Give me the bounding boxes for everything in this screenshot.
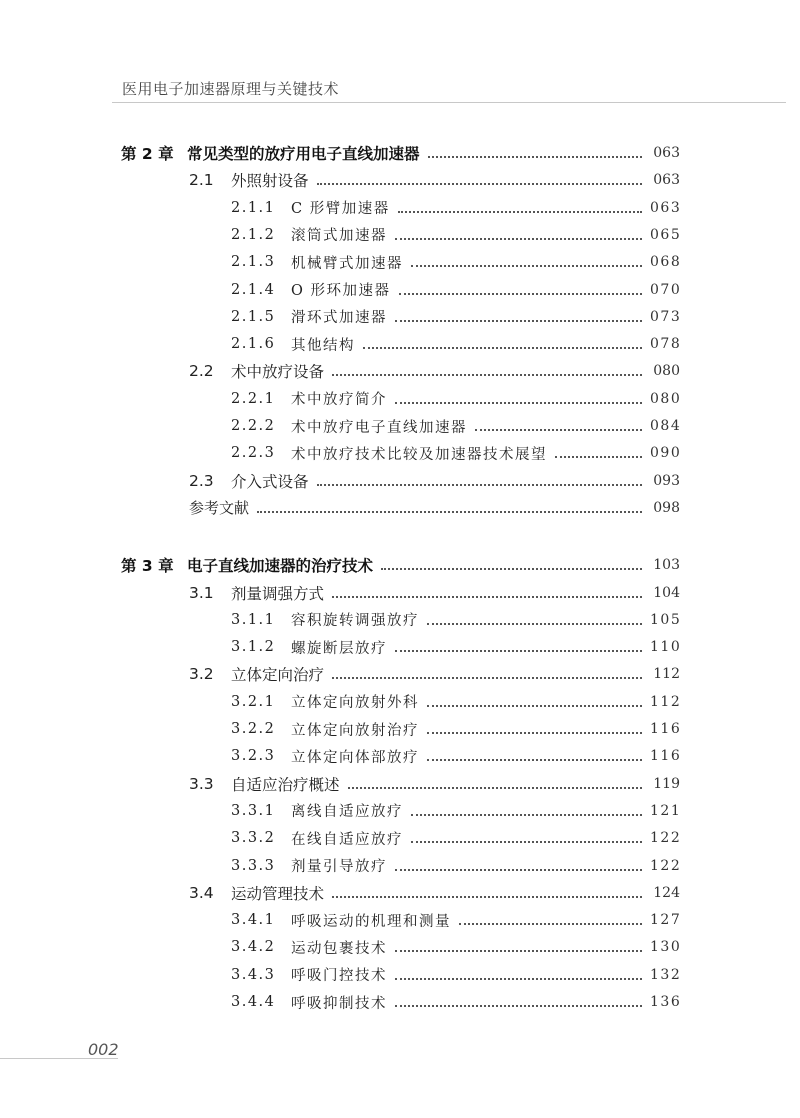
toc-dot-leader — [395, 650, 642, 652]
toc-section-row — [0, 168, 800, 192]
toc-dot-leader — [398, 211, 642, 213]
toc-page-number: 119 — [653, 775, 680, 792]
toc-dot-leader — [381, 568, 642, 570]
toc-subsection-row — [0, 963, 800, 987]
toc-dot-leader — [332, 677, 642, 679]
toc-entry-number: 2.1.4 — [231, 281, 276, 298]
toc-page-number: 110 — [650, 639, 682, 656]
toc-section-row — [0, 881, 800, 905]
toc-entry-number: 2.1.6 — [231, 336, 276, 353]
toc-dot-leader — [475, 429, 642, 431]
toc-entry-number: 3.3.2 — [231, 830, 276, 847]
toc-entry-title: 呼吸抑制技术 — [291, 995, 387, 1012]
toc-dot-leader — [427, 623, 642, 625]
toc-dot-leader — [427, 705, 642, 707]
toc-entry-title: 外照射设备 — [231, 172, 309, 191]
toc-entry-number: 3.4.3 — [231, 966, 276, 983]
toc-page-number: 105 — [650, 611, 682, 628]
toc-entry-number: 3.1.1 — [231, 611, 276, 628]
toc-entry-title: 介入式设备 — [231, 472, 309, 491]
toc-subsection-row — [0, 387, 800, 411]
toc-entry-number: 2.2 — [189, 362, 214, 381]
toc-subsection-row — [0, 799, 800, 823]
toc-entry-title: 机械臂式加速器 — [291, 255, 403, 272]
toc-entry-title: 剂量引导放疗 — [291, 859, 387, 875]
toc-dot-leader — [459, 923, 642, 925]
toc-dot-leader — [411, 814, 642, 816]
toc-entry-title: 滚筒式加速器 — [291, 228, 387, 245]
toc-section-row — [0, 359, 800, 383]
toc-entry-title: O 形环加速器 — [291, 283, 391, 299]
toc-entry-title: 呼吸门控技术 — [291, 968, 387, 985]
toc-entry-title: 其他结构 — [291, 337, 355, 354]
toc-page-number: 080 — [653, 363, 680, 380]
toc-subsection-row — [0, 854, 800, 878]
toc-page-number: 130 — [650, 939, 682, 956]
toc-entry-title: 参考文献 — [189, 499, 250, 518]
toc-entry-title: 在线自适应放疗 — [291, 831, 403, 848]
toc-page-number: 090 — [650, 445, 682, 462]
toc-entry-number: 2.1 — [189, 171, 214, 190]
toc-entry-number: 2.1.1 — [231, 199, 276, 216]
toc-dot-leader — [411, 265, 642, 267]
toc-entry-title: 立体定向治疗 — [231, 666, 325, 685]
toc-chapter-row — [0, 553, 800, 577]
toc-page-number: 132 — [650, 966, 682, 983]
toc-entry-number: 3.4.4 — [231, 994, 276, 1010]
toc-page-number: 063 — [650, 199, 682, 216]
toc-dot-leader — [363, 347, 642, 349]
toc-entry-number: 3.2.2 — [231, 721, 276, 737]
toc-subsection-row — [0, 635, 800, 659]
toc-page-number: 122 — [650, 830, 682, 847]
toc-entry-title: 剂量调强方式 — [231, 584, 325, 603]
toc-page-number: 063 — [653, 145, 680, 161]
toc-entry-number: 3.3 — [189, 774, 214, 793]
toc-page-number: 080 — [650, 390, 682, 407]
toc-entry-number: 2.1.5 — [231, 308, 276, 325]
toc-entry-title: 离线自适应放疗 — [291, 804, 403, 821]
toc-entry-title: 术中放疗电子直线加速器 — [291, 419, 467, 436]
toc-entry-title: 自适应治疗概述 — [231, 775, 340, 794]
toc-entry-number: 第 3 章 — [121, 557, 174, 576]
toc-section-row — [0, 772, 800, 796]
toc-dot-leader — [411, 841, 642, 843]
toc-subsection-row — [0, 441, 800, 465]
toc-page-number: 098 — [653, 499, 680, 516]
toc-page-number: 112 — [650, 693, 682, 710]
toc-page-number: 093 — [653, 472, 680, 489]
toc-dot-leader — [399, 293, 643, 295]
toc-page-number: 112 — [653, 666, 680, 683]
page-number: 002 — [88, 1040, 119, 1059]
header-rule — [112, 102, 786, 103]
toc-page-number: 068 — [650, 254, 682, 271]
toc-entry-title: 术中放疗技术比较及加速器技术展望 — [291, 446, 547, 463]
toc-subsection-row — [0, 690, 800, 714]
toc-entry-number: 3.2.3 — [231, 748, 276, 765]
toc-page-number: 065 — [650, 226, 682, 243]
toc-dot-leader — [428, 156, 642, 158]
toc-entry-number: 3.4.1 — [231, 912, 276, 929]
toc-entry-number: 3.3.3 — [231, 857, 276, 874]
toc-page-number: 122 — [650, 857, 682, 874]
toc-page-number: 127 — [650, 912, 682, 929]
toc-dot-leader — [395, 402, 642, 404]
toc-subsection-row — [0, 223, 800, 247]
toc-subsection-row — [0, 935, 800, 959]
toc-entry-title: 常见类型的放疗用电子直线加速器 — [187, 145, 420, 163]
toc-entry-title: 螺旋断层放疗 — [291, 640, 387, 657]
toc-subsection-row — [0, 278, 800, 302]
toc-subsection-row — [0, 608, 800, 632]
toc-page-number: 116 — [650, 748, 682, 765]
toc-dot-leader — [395, 238, 642, 240]
toc-dot-leader — [317, 484, 642, 486]
toc-entry-title: 运动管理技术 — [231, 884, 325, 903]
toc-entry-title: 术中放疗简介 — [291, 392, 387, 409]
toc-dot-leader — [395, 1005, 642, 1007]
toc-page-number: 084 — [650, 418, 682, 434]
toc-subsection-row — [0, 414, 800, 438]
toc-entry-title: 滑环式加速器 — [291, 310, 387, 327]
toc-entry-title: 术中放疗设备 — [231, 363, 325, 382]
toc-entry-number: 2.2.3 — [231, 445, 276, 462]
toc-dot-leader — [348, 787, 642, 789]
toc-entry-number: 2.3 — [189, 471, 214, 490]
toc-page-number: 103 — [653, 557, 680, 574]
toc-entry-title: C 形臂加速器 — [291, 201, 390, 218]
toc-entry-number: 3.1 — [189, 583, 214, 602]
toc-entry-number: 3.3.1 — [231, 802, 276, 819]
toc-entry-number: 3.2.1 — [231, 693, 276, 710]
toc-dot-leader — [332, 374, 642, 376]
running-header-title: 医用电子加速器原理与关键技术 — [122, 80, 340, 98]
toc-entry-number: 第 2 章 — [121, 145, 174, 163]
toc-page-number: 073 — [650, 308, 682, 325]
toc-dot-leader — [332, 596, 642, 598]
toc-page-number: 070 — [650, 281, 682, 298]
toc-entry-number: 3.2 — [189, 665, 214, 684]
toc-subsection-row — [0, 717, 800, 741]
toc-entry-title: 容积旋转调强放疗 — [291, 613, 419, 630]
toc-page-number: 116 — [650, 721, 682, 737]
toc-page-number: 104 — [653, 584, 680, 601]
toc-entry-number: 3.4.2 — [231, 939, 276, 956]
toc-entry-number: 3.4 — [189, 883, 214, 902]
toc-chapter-row — [0, 141, 800, 165]
toc-dot-leader — [395, 978, 642, 980]
toc-dot-leader — [395, 950, 642, 952]
toc-entry-title: 立体定向放射外科 — [291, 695, 419, 712]
toc-entry-title: 运动包裹技术 — [291, 940, 387, 957]
toc-page-number: 136 — [650, 994, 682, 1010]
toc-section-row — [0, 662, 800, 686]
toc-subsection-row — [0, 990, 800, 1014]
toc-page-number: 078 — [650, 336, 682, 353]
toc-dot-leader — [395, 320, 642, 322]
toc-subsection-row — [0, 332, 800, 356]
toc-entry-number: 2.1.2 — [231, 226, 276, 243]
toc-dot-leader — [332, 896, 642, 898]
toc-entry-title: 电子直线加速器的治疗技术 — [187, 557, 374, 576]
toc-subsection-row — [0, 744, 800, 768]
toc-entry-title: 呼吸运动的机理和测量 — [291, 913, 451, 930]
toc-entry-number: 2.2.1 — [231, 390, 276, 407]
toc-subsection-row — [0, 250, 800, 274]
toc-entry-number: 3.1.2 — [231, 639, 276, 656]
toc-subsection-row — [0, 305, 800, 329]
toc-subsection-row — [0, 196, 800, 220]
toc-entry-title: 立体定向体部放疗 — [291, 749, 419, 766]
toc-page-number: 121 — [650, 802, 682, 819]
toc-entry-title: 立体定向放射治疗 — [291, 722, 419, 739]
toc-dot-leader — [257, 511, 642, 513]
toc-dot-leader — [395, 869, 642, 871]
toc-page-number: 124 — [653, 884, 680, 901]
toc-page-number: 063 — [653, 172, 680, 189]
toc-entry-number: 2.2.2 — [231, 418, 276, 434]
toc-dot-leader — [555, 456, 642, 458]
toc-subsection-row — [0, 826, 800, 850]
toc-section-row — [0, 496, 800, 520]
toc-dot-leader — [317, 183, 642, 185]
toc-subsection-row — [0, 908, 800, 932]
toc-section-row — [0, 581, 800, 605]
toc-dot-leader — [427, 732, 642, 734]
toc-section-row — [0, 469, 800, 493]
toc-dot-leader — [427, 759, 642, 761]
toc-entry-number: 2.1.3 — [231, 254, 276, 271]
